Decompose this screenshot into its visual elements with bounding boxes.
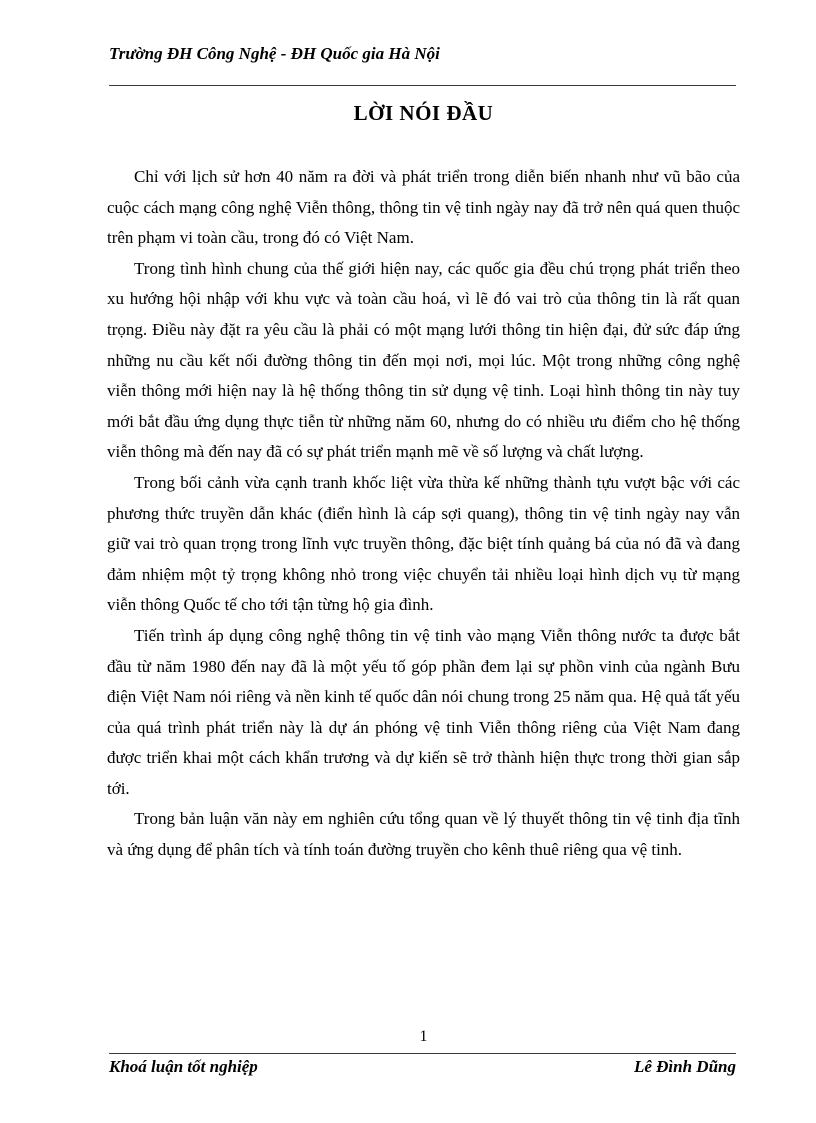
paragraph-5: Trong bản luận văn này em nghiên cứu tổng quan về lý thuyết thông tin vệ tinh địa tĩnh và ứng dụng để phân tích và tính toán đường truyền cho kênh thuê riêng qua vệ tinh. — [107, 809, 740, 860]
header-divider — [109, 85, 736, 86]
footer-thesis-type: Khoá luận tốt nghiệp — [109, 1057, 258, 1076]
paragraph-2: Trong tình hình chung của thế giới hiện nay, các quốc gia đều chú trọng phát triển theo xu hướng hội nhập với khu vực và toàn cầu hoá, vì lẽ đó vai trò của thông tin là rất quan trọng. Điều này đặt ra yêu cầu là phải có một mạng lưới thông tin hiện đại, đử sức đáp ứng những nu cầu kết nối đường thông tin đến mọi nơi, mọi lúc. Một trong những công nghệ viễn thông mới hiện nay là hệ thống thông tin sử dụng vệ tinh. Loại hình thông tin này tuy mới bắt đầu ứng dụng thực tiễn từ những năm 60, nhưng do có nhiều ưu điểm cho hệ thống viễn thông mà đến nay đã có sự phát triển mạnh mẽ về số lượng và chất lượng. — [107, 258, 740, 462]
page-number: 1 — [419, 1028, 428, 1045]
paragraph-4: Tiến trình áp dụng công nghệ thông tin vệ tinh vào mạng Viễn thông nước ta được bắt đầu từ năm 1980 đến nay đã là một yếu tố góp phần đem lại sự phồn vinh của ngành Bưu điện Việt Nam nói riêng và nền kinh tế quốc dân nói chung trong 25 năm qua. Hệ quả tất yếu của quá trình phát triển này là dự án phóng vệ tinh Viễn thông riêng của Việt Nam đang được triển khai một cách khẩn trương và dự kiến sẽ trở thành hiện thực trong thời gian sắp tới. — [107, 625, 740, 798]
page-title: LỜI NÓI ĐẦU — [353, 101, 494, 125]
paragraph-1: Chỉ với lịch sử hơn 40 năm ra đời và phát triển trong diễn biến nhanh như vũ bão của cuộc cách mạng công nghệ Viễn thông, thông tin vệ tinh ngày nay đã trở nên quá quen thuộc trên phạm vi toàn cầu, trong đó có Việt Nam. — [107, 167, 740, 248]
document-body — [107, 162, 740, 866]
paragraph-3: Trong bối cảnh vừa cạnh tranh khốc liệt vừa thừa kế những thành tựu vượt bậc với các phương thức truyền dẫn khác (điển hình là cáp sợi quang), thông tin vệ tinh ngày nay vẫn giữ vai trò quan trọng trong lĩnh vực truyền thông, đặc biệt tính quảng bá của nó đã và đang đảm nhiệm một tỷ trọng không nhỏ trong việc chuyển tải nhiều loại hình dịch vụ từ mạng viễn thông Quốc tế cho tới tận từng hộ gia đình. — [107, 472, 740, 615]
header-school-name: Trường ĐH Công Nghệ - ĐH Quốc gia Hà Nội — [109, 44, 440, 63]
page-footer — [109, 1057, 736, 1077]
footer-author-name: Lê Đình Dũng — [633, 1057, 736, 1076]
footer-divider — [109, 1053, 736, 1054]
